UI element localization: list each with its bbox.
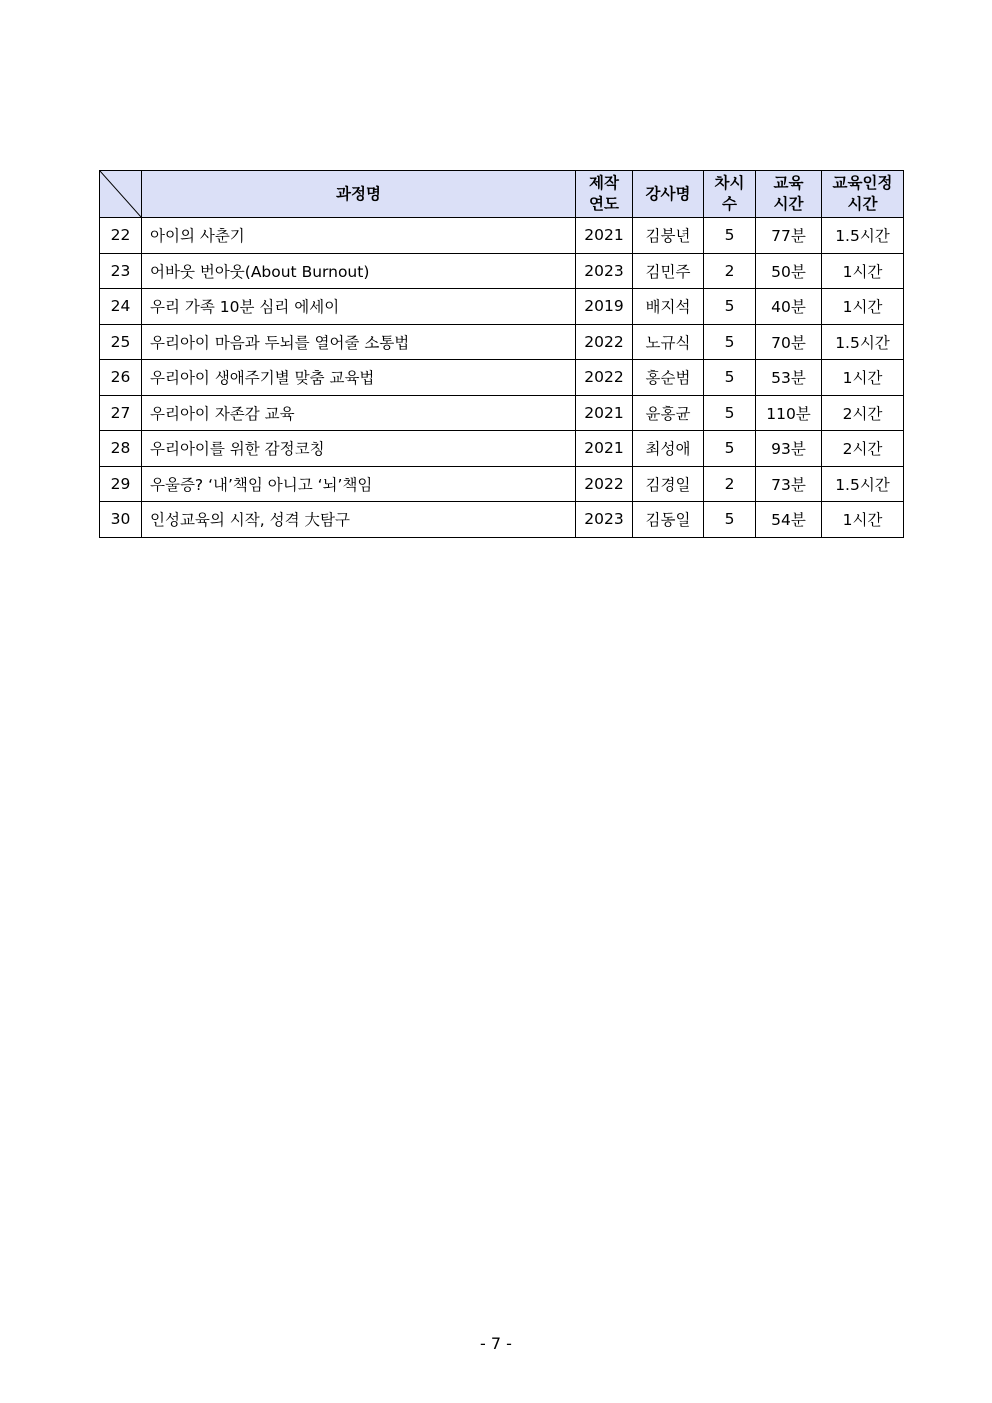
table-row	[100, 466, 904, 502]
cell-course-title: 우리아이 마음과 두뇌를 열어줄 소통법	[142, 324, 576, 360]
cell-edu-time: 73분	[756, 466, 822, 502]
cell-instructor: 김동일	[633, 502, 704, 538]
table-row	[100, 395, 904, 431]
corner-cell	[100, 171, 142, 218]
cell-edu-time: 110분	[756, 395, 822, 431]
cell-course-title: 우리아이 자존감 교육	[142, 395, 576, 431]
cell-course-title: 인성교육의 시작, 성격 大탐구	[142, 502, 576, 538]
cell-sessions: 5	[704, 289, 756, 325]
cell-instructor: 김경일	[633, 466, 704, 502]
course-table	[99, 170, 904, 538]
cell-number: 26	[100, 360, 142, 396]
cell-year: 2019	[576, 289, 633, 325]
cell-credit-time: 2시간	[822, 395, 904, 431]
cell-edu-time: 50분	[756, 253, 822, 289]
cell-sessions: 5	[704, 431, 756, 467]
cell-credit-time: 1.5시간	[822, 466, 904, 502]
cell-number: 29	[100, 466, 142, 502]
cell-credit-time: 1시간	[822, 360, 904, 396]
cell-edu-time: 40분	[756, 289, 822, 325]
table-body	[100, 218, 904, 538]
cell-instructor: 김붕년	[633, 218, 704, 254]
cell-course-title: 우리아이를 위한 감정코칭	[142, 431, 576, 467]
cell-number: 28	[100, 431, 142, 467]
table-row	[100, 360, 904, 396]
cell-number: 25	[100, 324, 142, 360]
cell-instructor: 배지석	[633, 289, 704, 325]
cell-credit-time: 2시간	[822, 431, 904, 467]
header-credit-time: 교육인정 시간	[822, 171, 904, 218]
cell-sessions: 5	[704, 360, 756, 396]
cell-edu-time: 93분	[756, 431, 822, 467]
table-header-row	[100, 171, 904, 218]
table-row	[100, 324, 904, 360]
cell-edu-time: 77분	[756, 218, 822, 254]
cell-sessions: 5	[704, 502, 756, 538]
diagonal-line	[100, 171, 141, 217]
cell-course-title: 우리아이 생애주기별 맞춤 교육법	[142, 360, 576, 396]
cell-credit-time: 1시간	[822, 502, 904, 538]
table-row	[100, 218, 904, 254]
cell-credit-time: 1시간	[822, 289, 904, 325]
cell-sessions: 5	[704, 395, 756, 431]
header-instructor: 강사명	[633, 171, 704, 218]
cell-number: 22	[100, 218, 142, 254]
table-row	[100, 253, 904, 289]
cell-edu-time: 53분	[756, 360, 822, 396]
cell-year: 2023	[576, 253, 633, 289]
table-row	[100, 431, 904, 467]
cell-year: 2021	[576, 431, 633, 467]
cell-course-title: 우리 가족 10분 심리 에세이	[142, 289, 576, 325]
cell-instructor: 노규식	[633, 324, 704, 360]
cell-sessions: 2	[704, 253, 756, 289]
cell-number: 30	[100, 502, 142, 538]
cell-credit-time: 1.5시간	[822, 324, 904, 360]
cell-sessions: 2	[704, 466, 756, 502]
cell-number: 27	[100, 395, 142, 431]
cell-year: 2022	[576, 466, 633, 502]
table-row	[100, 289, 904, 325]
cell-course-title: 어바웃 번아웃(About Burnout)	[142, 253, 576, 289]
cell-edu-time: 54분	[756, 502, 822, 538]
cell-year: 2023	[576, 502, 633, 538]
cell-sessions: 5	[704, 324, 756, 360]
cell-credit-time: 1.5시간	[822, 218, 904, 254]
cell-course-title: 우울증? ‘내’책임 아니고 ‘뇌’책임	[142, 466, 576, 502]
cell-sessions: 5	[704, 218, 756, 254]
cell-instructor: 최성애	[633, 431, 704, 467]
cell-credit-time: 1시간	[822, 253, 904, 289]
cell-instructor: 홍순범	[633, 360, 704, 396]
header-title: 과정명	[142, 171, 576, 218]
cell-year: 2021	[576, 395, 633, 431]
header-year: 제작 연도	[576, 171, 633, 218]
page-number: - 7 -	[480, 1334, 512, 1353]
cell-year: 2021	[576, 218, 633, 254]
cell-year: 2022	[576, 360, 633, 396]
cell-number: 24	[100, 289, 142, 325]
cell-edu-time: 70분	[756, 324, 822, 360]
cell-number: 23	[100, 253, 142, 289]
cell-instructor: 김민주	[633, 253, 704, 289]
header-sessions: 차시 수	[704, 171, 756, 218]
cell-instructor: 윤홍균	[633, 395, 704, 431]
table-row	[100, 502, 904, 538]
cell-year: 2022	[576, 324, 633, 360]
cell-course-title: 아이의 사춘기	[142, 218, 576, 254]
header-edu-time: 교육 시간	[756, 171, 822, 218]
